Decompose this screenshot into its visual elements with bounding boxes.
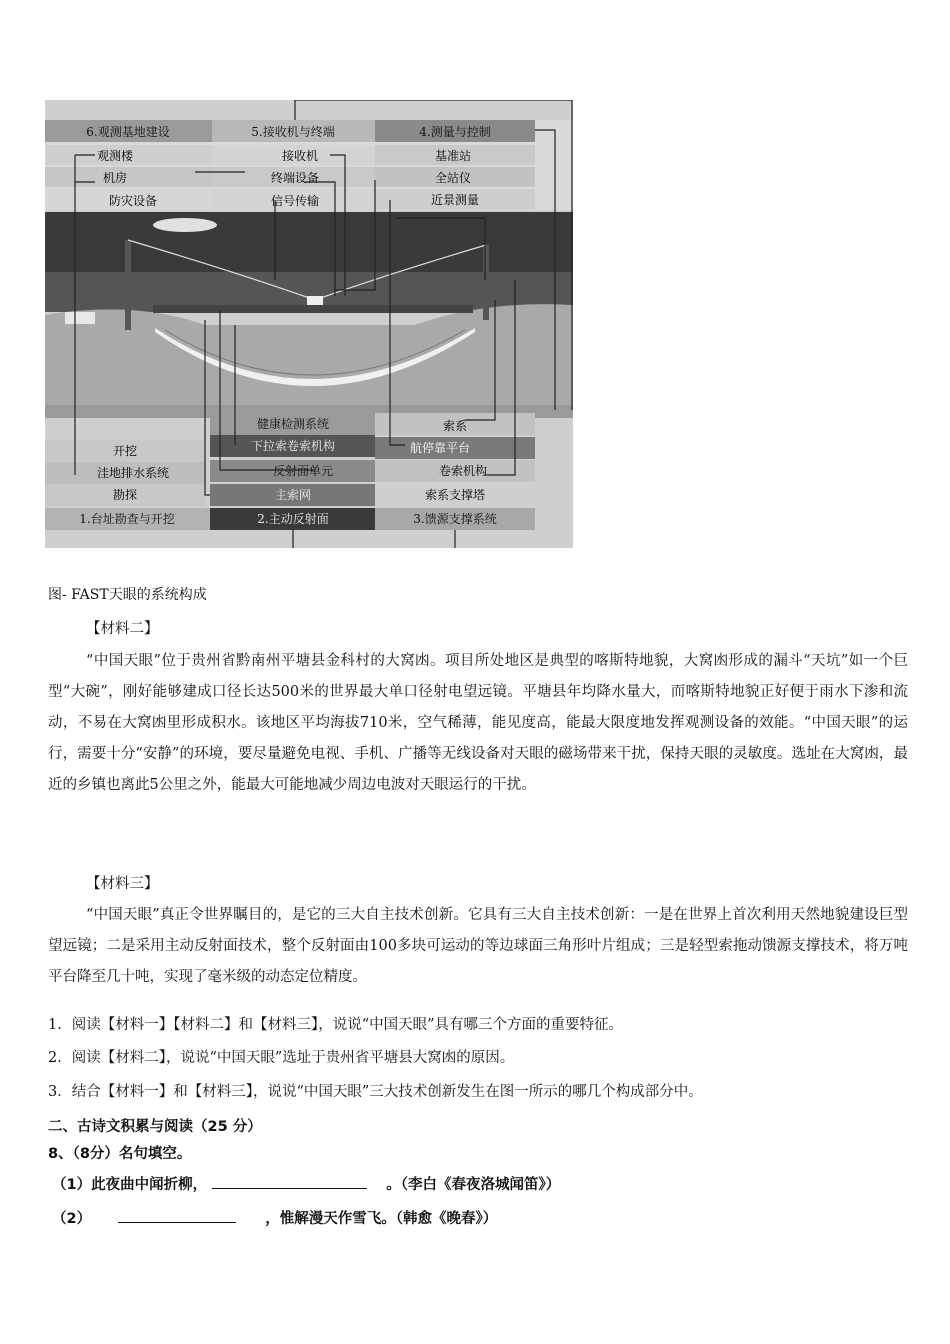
left-items [45,145,212,211]
svg-text:洼地排水系统: 洼地排水系统 [96,466,170,480]
material2-heading: 【材料二】 [86,621,159,637]
svg-text:卷索机构: 卷索机构 [438,464,488,478]
fill-line-2 [52,1207,497,1228]
figure-caption: 图- FAST天眼的系统构成 [48,587,207,603]
svg-text:下拉索卷索机构: 下拉索卷索机构 [250,439,336,453]
bottom-label-2: 2.主动反射面 [257,512,329,526]
svg-text:接收机: 接收机 [281,149,319,163]
top-label-4: 4.测量与控制 [419,125,491,139]
svg-text:信号传输: 信号传输 [270,194,320,208]
fast-system-diagram [45,100,573,548]
svg-text:防灾设备: 防灾设备 [108,194,158,208]
svg-text:近景测量: 近景测量 [430,193,480,207]
material2-text: “中国天眼”位于贵州省黔南州平塘县金科村的大窝凼。项目所处地区是典型的喀斯特地貌，大窝凼形成的漏斗“天坑”如一个巨型“大碗”，刚好能够建成口径长达500米的世界最大单口径射电望远镜。平塘县年均降水量大，而喀斯特地貌正好便于雨水下渗和流动，不易在大窝凼里形成积水。该地区平均海拔710米，空气稀薄，能见度高，能最大限度地发挥观测设备的效能。“中国天眼”的运行，需要十分“安静”的环境，要尽量避免电视、手机、广播等无线设备对天眼的磁场带来干扰，保持天眼的灵敏度。选址在大窝凼，最近的乡镇也离此5公里之外，能最大可能地减少周边电波对天眼运行的干扰。 [48,653,908,793]
svg-text:全站仪: 全站仪 [434,171,472,185]
bottom-label-1: 1.台址勘查与开挖 [79,512,175,526]
fill1-blank[interactable] [212,1174,367,1189]
fill2-blank[interactable] [118,1208,236,1223]
svg-text:主索网: 主索网 [274,488,312,502]
svg-text:健康检测系统: 健康检测系统 [256,417,330,431]
svg-text:终端设备: 终端设备 [270,171,320,185]
material3-heading: 【材料三】 [86,876,159,892]
top-label-6: 6.观测基地建设 [86,125,170,139]
section2-title: 二、古诗文积累与阅读（25 分） [48,1119,262,1135]
top-label-5: 5.接收机与终端 [251,125,335,139]
fill1-prefix: （1）此夜曲中闻折柳， [52,1177,208,1193]
question-8: 8、（8分）名句填空。 [48,1146,192,1162]
svg-text:开挖: 开挖 [112,444,138,458]
svg-text:观测楼: 观测楼 [96,149,134,163]
svg-text:索系支撑塔: 索系支撑塔 [424,488,486,502]
question-2: 2．阅读【材料二】，说说“中国天眼”选址于贵州省平塘县大窝凼的原因。 [48,1050,515,1066]
bottom-label-3: 3.馈源支撑系统 [413,512,497,526]
question-1: 1．阅读【材料一】【材料二】和【材料三】，说说“中国天眼”具有哪三个方面的重要特征。 [48,1017,624,1033]
svg-text:基准站: 基准站 [434,149,472,163]
fill2-prefix: （2） [52,1211,92,1227]
mid-items [212,145,375,211]
svg-text:航停靠平台: 航停靠平台 [409,441,471,455]
bottom-left-items [45,440,205,506]
question-3: 3．结合【材料一】和【材料三】，说说“中国天眼”三大技术创新发生在图一所示的哪几个构成部分中。 [48,1084,703,1100]
fill-line-1 [52,1173,560,1194]
fill1-suffix: 。（李白《春夜洛城闻笛》） [386,1177,561,1193]
svg-text:索系: 索系 [442,419,468,433]
svg-text:反射面单元: 反射面单元 [272,464,334,478]
svg-text:勘探: 勘探 [112,488,138,502]
fill2-suffix: ，惟解漫天作雪飞。（韩愈《晚春》） [265,1211,498,1227]
svg-text:机房: 机房 [102,171,128,185]
material3-text: “中国天眼”真正令世界瞩目的，是它的三大自主技术创新。它具有三大自主技术创新：一是在世界上首次利用天然地貌建设巨型望远镜；二是采用主动反射面技术，整个反射面由100多块可运动的等边球面三角形叶片组成；三是轻型索拖动馈源支撑技术，将万吨平台降至几十吨，实现了毫米级的动态定位精度。 [48,907,908,985]
